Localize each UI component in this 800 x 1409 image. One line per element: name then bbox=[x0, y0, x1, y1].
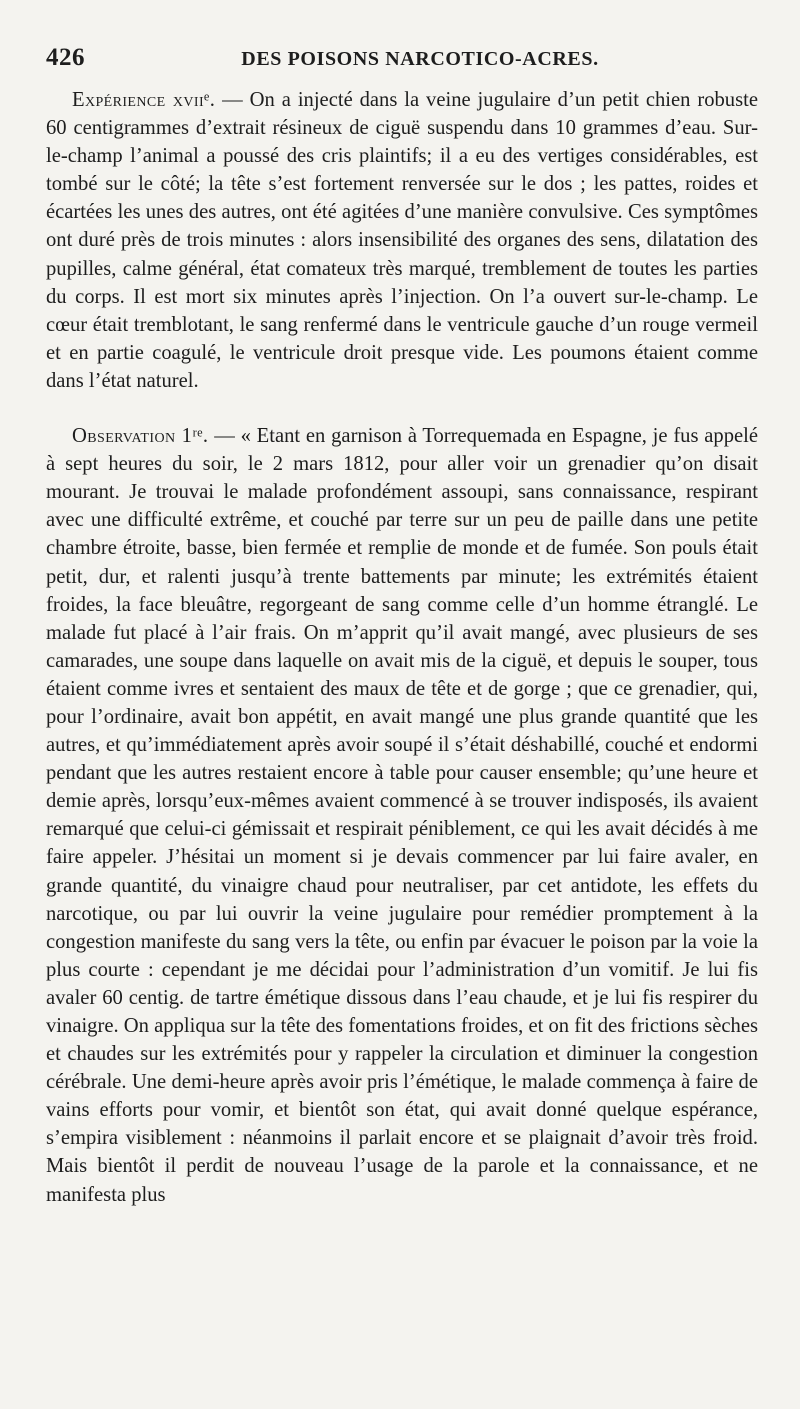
paragraph-text: — On a injecté dans la veine jugulaire d’un petit chien robuste 60 centigrammes d’extrait résineux de ciguë suspendu dans 10 grammes d’eau. Sur-le-champ l’animal a poussé des cris plaintifs; il a eu des vertiges considérables, est tombé sur le côté; la tête s’est fortement renversée sur le dos ; les pattes, roides et écartées les unes des autres, ont été agitées d’une manière convulsive. Ces symptômes ont duré près de trois minutes : alors insensibilité des organes des sens, dilatation des pupilles, calme général, état comateux très marqué, tremblement de toutes les parties du corps. Il est mort six minutes après l’injection. On l’a ouvert sur-le-champ. Le cœur était tremblotant, le sang renfermé dans le ventricule gauche d’un rouge vermeil et en partie coagulé, le ventricule droit presque vide. Les poumons étaient comme dans l’état naturel. bbox=[46, 89, 758, 392]
page-number: 426 bbox=[46, 44, 85, 71]
paragraph-experience-xvii bbox=[46, 86, 758, 395]
paragraph-text: — « Etant en garnison à Torrequemada en Espagne, je fus appelé à sept heures du soir, le 2 mars 1812, pour aller voir un grenadier qu’on disait mourant. Je trouvai le malade profondément assoupi, sans connaissance, respirant avec une difficulté extrême, et couché par terre sur un peu de paille dans une petite chambre étroite, basse, bien fermée et remplie de monde et de fumée. Son pouls était petit, dur, et ralenti jusqu’à trente battements par minute; les extrémités étaient froides, la face bleuâtre, regorgeant de sang comme celle d’un homme étranglé. Le malade fut placé à l’air frais. On m’apprit qu’il avait mangé, avec plusieurs de ses camarades, une soupe dans laquelle on avait mis de la ciguë, et depuis le souper, tous étaient comme ivres et sentaient des maux de tête et de gorge ; que ce grenadier, qui, pour l’ordinaire, avait bon appétit, en avait mangé une plus grande quantité que les autres, et qu’immédiatement après avoir soupé il s’était déshabillé, couché et endormi pendant que les autres restaient encore à table pour causer ensemble; qu’une heure et demie après, lorsqu’eux-mêmes avaient commencé à se trouver indisposés, ils avaient remarqué que celui-ci gémissait et respirait péniblement, ce qui les avait décidés à me faire appeler. J’hésitai un moment si je devais commencer par lui faire avaler, en grande quantité, du vinaigre chaud pour neutraliser, par cet antidote, les effets du narcotique, ou par lui ouvrir la veine jugulaire pour remédier promptement à la congestion manifeste du sang vers la tête, ou enfin par évacuer le poison par la voie la plus courte : cependant je me décidai pour l’administration d’un vomitif. Je lui fis avaler 60 centig. de tartre émétique dissous dans l’eau chaude, et je lui fis respirer du vinaigre. On appliqua sur la tête des fomentations froides, et on fit des frictions sèches et chaudes sur les extrémités pour y rappeler la circulation et diminuer la congestion cérébrale. Une demi-heure après avoir pris l’émétique, le malade commença à faire de vains efforts pour vomir, et bientôt son état, qui avait donné quelque espérance, s’empira visiblement : néanmoins il parlait encore et se plaignait d’avoir très froid. Mais bientôt il perdit de nouveau l’usage de la parole et la connaissance, et ne manifesta plus bbox=[46, 425, 758, 1206]
page-header bbox=[46, 44, 754, 76]
page-body bbox=[46, 86, 758, 1209]
paragraph-lead: Observation 1ʳᵉ. bbox=[72, 425, 209, 448]
paragraph-lead: Expérience xviiᵉ. bbox=[72, 89, 216, 111]
paragraph-observation-1 bbox=[46, 422, 758, 1209]
running-title: DES POISONS NARCOTICO-ACRES. bbox=[241, 48, 599, 70]
